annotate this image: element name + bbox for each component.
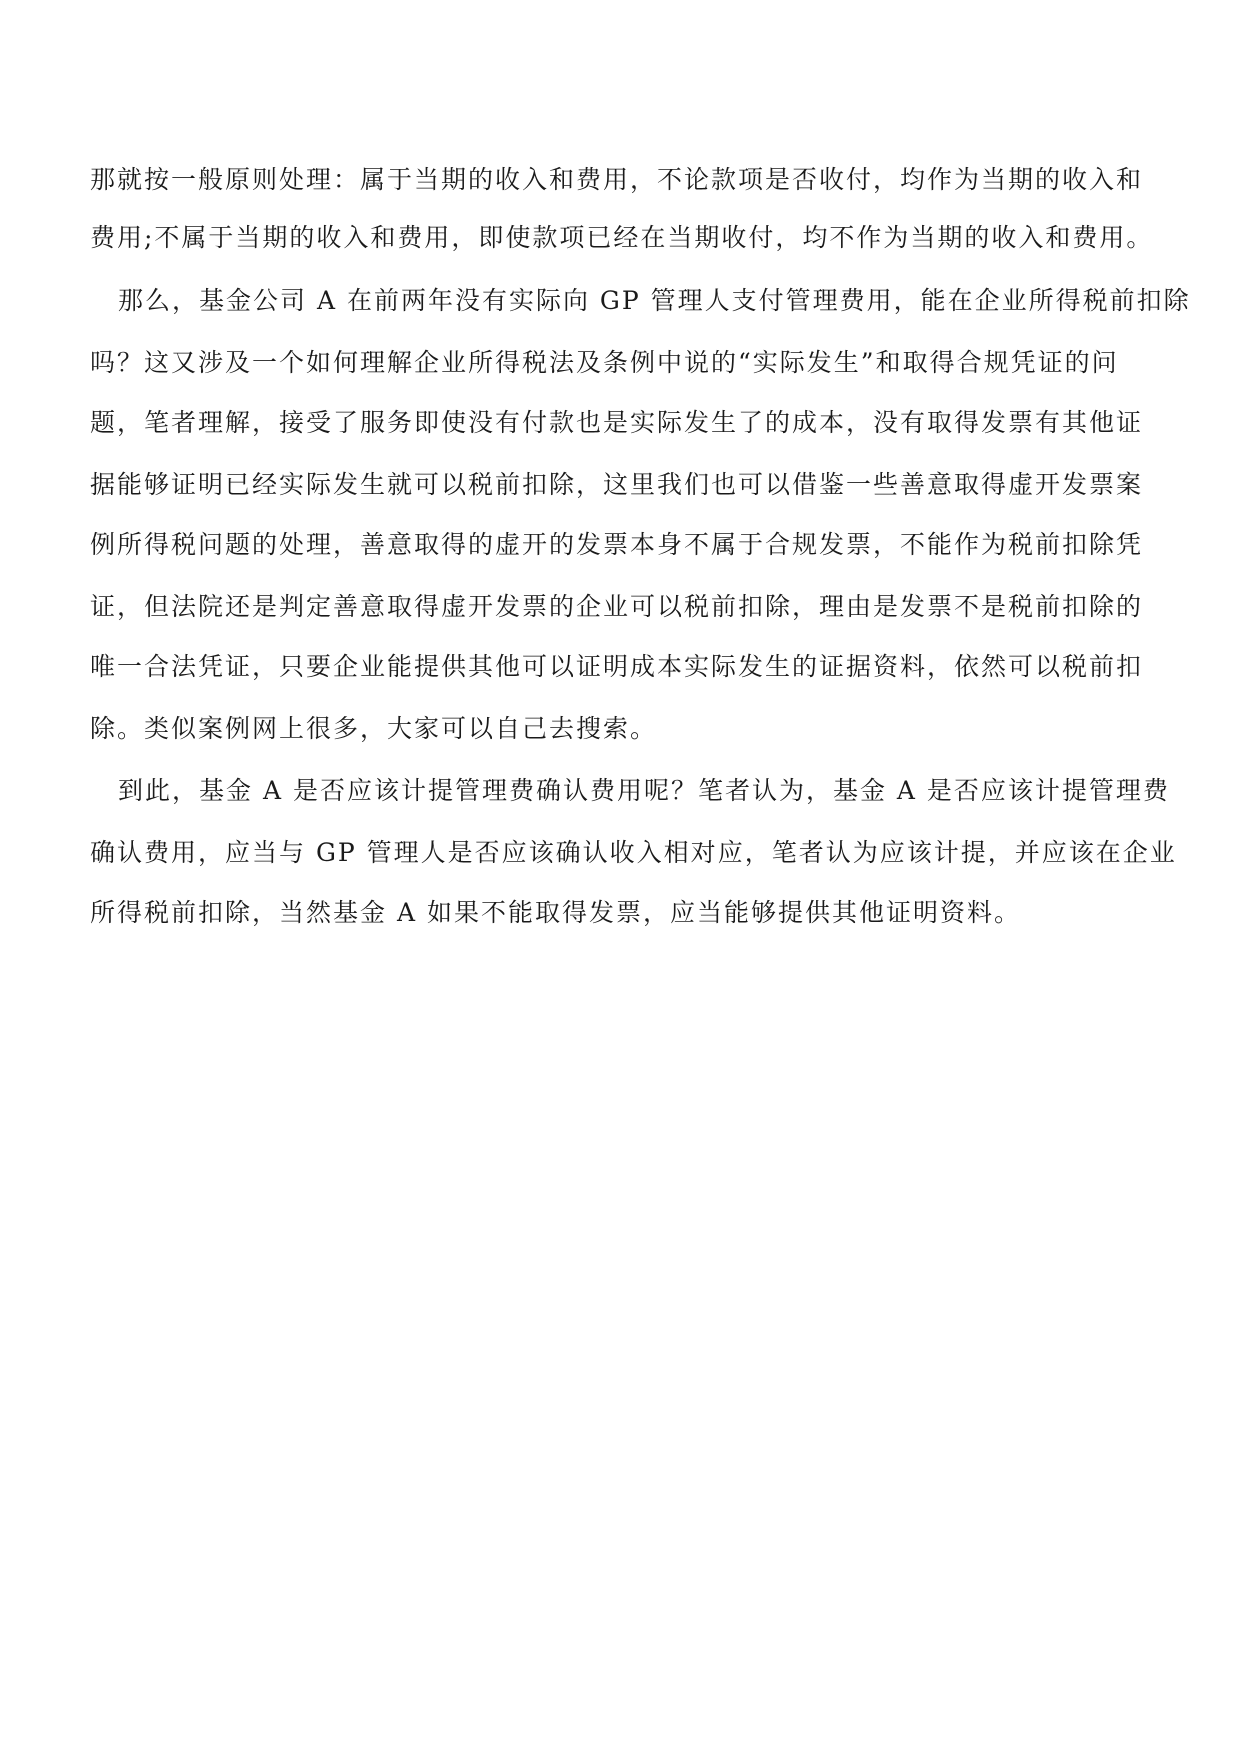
text-line: 唯一合法凭证，只要企业能提供其他可以证明成本实际发生的证据资料，依然可以税前扣 bbox=[90, 652, 1144, 681]
text-line: 题，笔者理解，接受了服务即使没有付款也是实际发生了的成本，没有取得发票有其他证 bbox=[90, 408, 1144, 437]
text-line: 到此，基金 A 是否应该计提管理费确认费用呢？笔者认为，基金 A 是否应该计提管理费 bbox=[118, 776, 1170, 805]
text-line: 所得税前扣除，当然基金 A 如果不能取得发票，应当能够提供其他证明资料。 bbox=[90, 898, 1021, 927]
text-line: 那么，基金公司 A 在前两年没有实际向 GP 管理人支付管理费用，能在企业所得税前扣除 bbox=[118, 286, 1191, 315]
text-line: 那就按一般原则处理：属于当期的收入和费用，不论款项是否收付，均作为当期的收入和 bbox=[90, 165, 1144, 194]
text-line: 据能够证明已经实际发生就可以税前扣除，这里我们也可以借鉴一些善意取得虚开发票案 bbox=[90, 470, 1144, 499]
text-line: 证，但法院还是判定善意取得虚开发票的企业可以税前扣除，理由是发票不是税前扣除的 bbox=[90, 592, 1144, 621]
text-line: 确认费用，应当与 GP 管理人是否应该确认收入相对应，笔者认为应该计提，并应该在企业 bbox=[90, 838, 1177, 867]
text-line: 除。类似案例网上很多，大家可以自己去搜索。 bbox=[90, 714, 658, 743]
text-line: 吗？这又涉及一个如何理解企业所得税法及条例中说的“实际发生”和取得合规凭证的问 bbox=[90, 348, 1119, 377]
text-line: 例所得税问题的处理，善意取得的虚开的发票本身不属于合规发票，不能作为税前扣除凭 bbox=[90, 530, 1144, 559]
text-line: 费用;不属于当期的收入和费用，即使款项已经在当期收付，均不作为当期的收入和费用。 bbox=[90, 223, 1154, 252]
